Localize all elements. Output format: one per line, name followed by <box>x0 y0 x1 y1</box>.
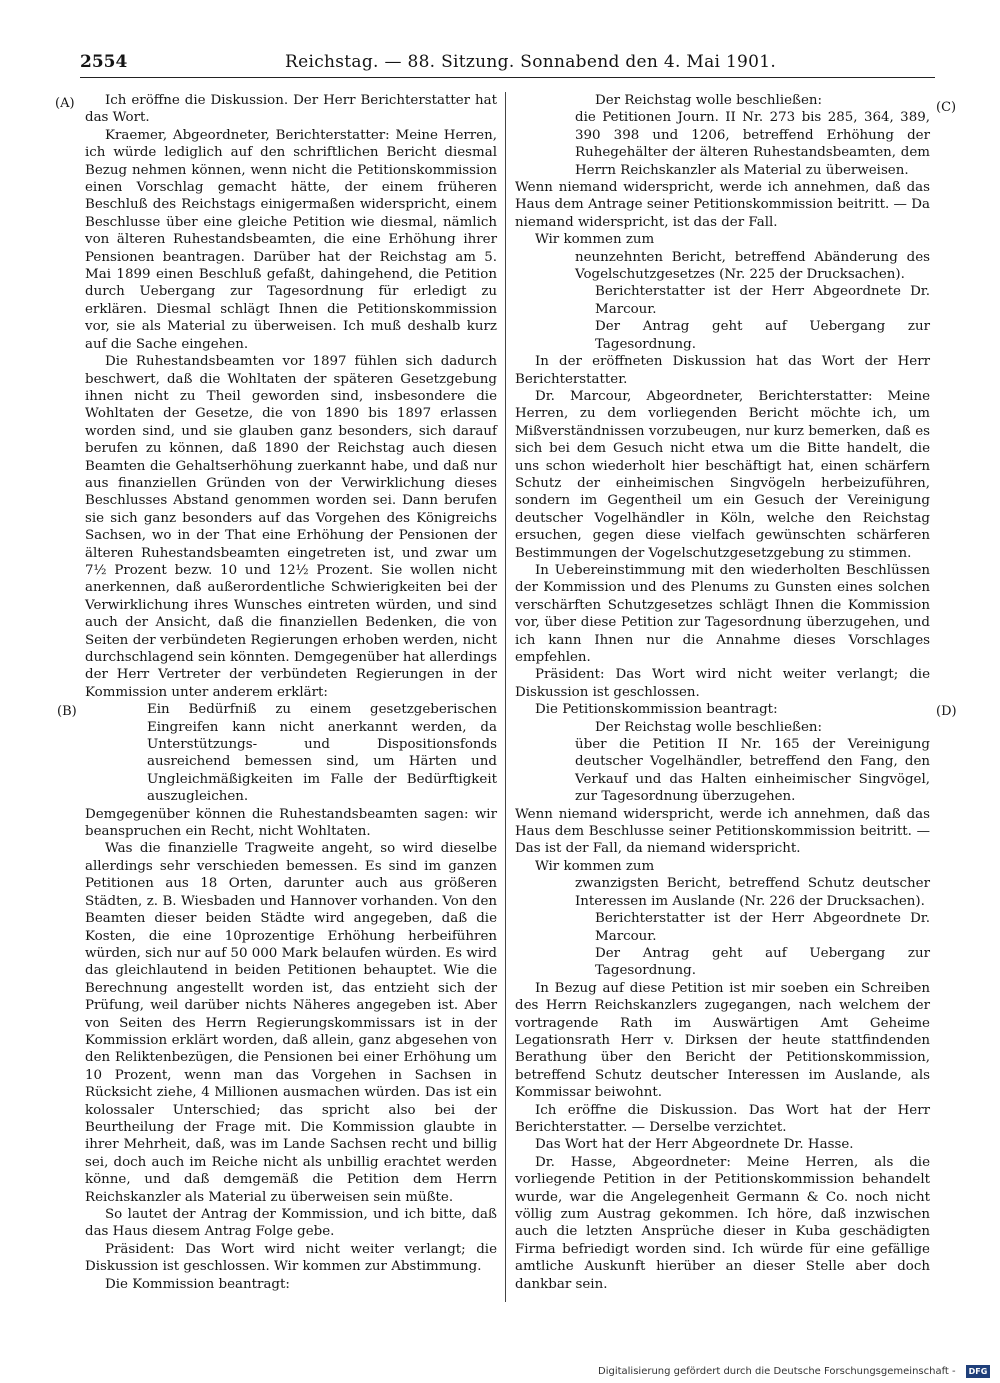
paragraph: In Uebereinstimmung mit den wiederholten Beschlüssen der Kommission und des Plenums zu Gunsten eines solchen verschärften Schutzgesetzes schlägt Ihnen die Kommission vor, über diese Petition zur Tagesordnung überzugehen, und ich kann Ihnen nur die Annahme dieses Vorschlages empfehlen. <box>515 562 930 665</box>
margin-mark-b: (B) <box>57 704 77 719</box>
digitization-credit: Digitalisierung gefördert durch die Deutsche Forschungsgemeinschaft - <box>598 1366 956 1377</box>
report-title: neunzehnten Bericht, betreffend Abänderung des Vogelschutzgesetzes (Nr. 225 der Drucksachen). <box>575 249 930 283</box>
margin-mark-a: (A) <box>55 96 75 111</box>
paragraph: Ich eröffne die Diskussion. Der Herr Berichterstatter hat das Wort. <box>85 93 497 126</box>
speech-marcour: Dr. Marcour, Abgeordneter, Berichterstatter: Meine Herren, zu dem vorliegenden Bericht möchte ich, um Mißverständnissen vorzubeugen, nur kurz bemerken, daß es sich bei dem Gesuch nicht etwa um die Bitte handelt, die uns schon wiederholt hier beschäftigt hat, einen schärfern Schutz der einheimischen Singvögeln herbeizuführen, sondern im Gegentheil um ein Gesuch der Vereinigung deutscher Vogelhändler in Köln, welche den Reichstag ersuchen, gegen diese vielfach gewünschten schärferen Bestimmungen der Vogelschutzgesetzgebung zu stimmen. <box>515 388 930 561</box>
running-title: Reichstag. — 88. Sitzung. Sonnabend den 4. Mai 1901. <box>285 52 777 72</box>
motion-heading: Der Reichstag wolle beschließen: <box>595 719 823 735</box>
header-rule <box>80 77 935 78</box>
president-remark: Präsident: Das Wort wird nicht weiter verlangt; die Diskussion ist geschlossen. Wir kommen zur Abstimmung. <box>85 1241 497 1275</box>
paragraph: Die Kommission beantragt: <box>105 1276 290 1292</box>
motion-line: Der Antrag geht auf Uebergang zur Tagesordnung. <box>595 945 930 979</box>
column-divider <box>505 92 506 1302</box>
paragraph: Ich eröffne die Diskussion. Das Wort hat der Herr Berichterstatter. — Derselbe verzichtet. <box>515 1102 930 1135</box>
paragraph: Wir kommen zum <box>535 232 655 248</box>
dfg-logo: DFG <box>966 1365 990 1378</box>
president-remark: Präsident: Das Wort wird nicht weiter verlangt; die Diskussion ist geschlossen. <box>515 667 930 700</box>
paragraph: Was die finanzielle Tragweite angeht, so wird dieselbe allerdings sehr verschieden bemessen. Es sind im ganzen Petitionen aus 18 Orten, darunter auch aus größeren Städten, z. B. Wiesbaden und Hannover vorhanden. Von den Beamten dieser beiden Städte wird angegeben, daß die Kosten, die eine 10prozentige Erhöhung herbeiführen würden, sich nur auf 50 000 Mark belaufen würden. Es wird das gleichlautend in beiden Petitionen behauptet. Wie die Berechnung angestellt worden ist, das entzieht sich der Prüfung, weil darüber nichts Näheres angegeben ist. Aber von Seiten des Herrn Regierungskommissars ist in der Kommission erklärt worden, daß allein, ganz abgesehen von den Reliktenbezügen, die Pensionen bei einer Erhöhung um 10 Prozent, wenn man das Vorgehen in Sachsen in Rücksicht ziehe, 4 Millionen ausmachen würden. Das ist ein kolossaler Unterschied; das spricht also bei der Beurtheilung der Frage mit. Die Kommission glaubte in ihrer Mehrheit, daß, was im Lande Sachsen recht und billig sei, doch auch im Reiche nicht als unbillig erachtet werden könne, und daß demgemäß die Petition dem Herrn Reichskanzler als Material zu überweisen sein müßte. <box>85 841 497 1205</box>
paragraph: Wenn niemand widerspricht, werde ich annehmen, daß das Haus dem Beschlusse seiner Petitionskommission beitritt. — Das ist der Fall, da niemand widerspricht. <box>515 806 930 857</box>
motion-heading: Der Reichstag wolle beschließen: <box>595 93 823 108</box>
page-header <box>80 50 935 74</box>
paragraph: In der eröffneten Diskussion hat das Wort der Herr Berichterstatter. <box>515 354 930 387</box>
speech-hasse: Dr. Hasse, Abgeordneter: Meine Herren, als die vorliegende Petition in der Petitionskommission behandelt wurde, war die Angelegenheit Germann & Co. noch nicht völlig zum Austrag gekommen. Ich höre, daß inzwischen auch die letzten Ansprüche dieser in Kuba geschädigten Firma befriedigt worden sind. Ich würde für eine gefällige amtliche Auskunft hierüber an dieser Stelle aber doch dankbar sein. <box>515 1154 930 1292</box>
motion-text: die Petitionen Journ. II Nr. 273 bis 285, 364, 389, 390 398 und 1206, betreffend Erhöhung der Ruhegehälter der älteren Ruhestandsbeamten, dem Herrn Reichskanzler als Material zu überweisen. <box>575 110 930 178</box>
rapporteur-line: Berichterstatter ist der Herr Abgeordnete Dr. Marcour. <box>595 911 930 944</box>
page-number: 2554 <box>80 52 128 72</box>
report-title: zwanzigsten Bericht, betreffend Schutz deutscher Interessen im Auslande (Nr. 226 der Drucksachen). <box>575 876 930 909</box>
paragraph: Die Ruhestandsbeamten vor 1897 fühlen sich dadurch beschwert, daß die Wohltaten der späteren Gesetzgebung ihnen nicht zu Theil geworden sind, insbesondere die Wohltaten der Gesetze, die von 1890 bis 1897 erlassen worden sind, und sie glauben ganz besonders, sich darauf berufen zu können, daß 1890 der Reichstag auch diesen Beamten die Gehaltserhöhung zuerkannt habe, und daß nur aus finanziellen Gründen von der Verwirklichung dieses Beschlusses Abstand genommen worden sei. Dann berufen sie sich ganz besonders auf das Vorgehen des Königreichs Sachsen, wo in der That eine Erhöhung der Pensionen der älteren Ruhestandsbeamten eingetreten ist, und zwar um 7½ Prozent bezw. 10 und 12½ Prozent. Sie wollen nicht anerkennen, daß außerordentliche Schwierigkeiten bei der Verwirklichung ihres Wunsches eintreten würden, und sind auch der Ansicht, daß die finanziellen Bedenken, die von Seiten der verbündeten Regierungen erhoben werden, nicht durchschlagend sein könnten. Demgegenüber hat allerdings der Herr Vertreter der verbündeten Regierungen in der Kommission unter anderem erklärt: <box>85 354 497 700</box>
paragraph: In Bezug auf diese Petition ist mir soeben ein Schreiben des Herrn Reichskanzlers zugegangen, nach welchem der vortragende Rath im Auswärtigen Amt Geheime Legationsrath Herr v. Dirksen der heute stattfindenden Berathung über den Bericht der Petitionskommission, betreffend Schutz deutscher Interessen im Auslande, als Kommissar beiwohnt. <box>515 980 930 1101</box>
speech-kraemer: Kraemer, Abgeordneter, Berichterstatter: Meine Herren, ich würde lediglich auf den schriftlichen Bericht diesmal Bezug nehmen können, wenn nicht die Petitionskommission einen Vorschlag gemacht hätte, der einem früheren Beschluß des Reichstags einigermaßen widerspricht, einem Beschlusse über eine gleiche Petition wie diesmal, nämlich von älteren Ruhestandsbeamten, die eine Erhöhung ihrer Pensionen beantragen. Darüber hat der Reichstag am 5. Mai 1899 einen Beschluß gefaßt, dahingehend, die Petition durch Uebergang zur Tagesordnung für erledigt zu erklären. Diesmal schlägt Ihnen die Petitionskommission vor, sie als Material zu überweisen. Ich muß deshalb kurz auf die Sache eingehen. <box>85 127 497 352</box>
motion-text: über die Petition II Nr. 165 der Vereinigung deutscher Vogelhändler, betreffend den Fang, den Verkauf und das Halten einheimischer Singvögel, zur Tagesordnung überzugehen. <box>575 737 930 805</box>
paragraph: Das Wort hat der Herr Abgeordnete Dr. Hasse. <box>535 1137 854 1153</box>
paragraph: Die Petitionskommission beantragt: <box>535 702 778 718</box>
margin-mark-d: (D) <box>936 704 957 719</box>
paragraph: Wenn niemand widerspricht, werde ich annehmen, daß das Haus dem Antrage seiner Petitionskommission beitritt. — Da niemand widerspricht, ist das der Fall. <box>515 180 930 230</box>
motion-line: Der Antrag geht auf Uebergang zur Tagesordnung. <box>595 319 930 352</box>
quotation: Ein Bedürfniß zu einem gesetzgeberischen Eingreifen kann nicht anerkannt werden, da Unterstützungs- und Dispositionsfonds ausreichend bemessen sind, um Härten und Ungleichmäßigkeiten im Falle der Bedürftigkeit auszugleichen. <box>147 702 497 805</box>
margin-mark-c: (C) <box>936 100 957 115</box>
rapporteur-line: Berichterstatter ist der Herr Abgeordnete Dr. Marcour. <box>595 284 930 317</box>
paragraph: Demgegenüber können die Ruhestandsbeamten sagen: wir beanspruchen ein Recht, nicht Wohltaten. <box>85 806 497 840</box>
right-column <box>515 92 930 1293</box>
paragraph: Wir kommen zum <box>535 858 655 874</box>
paragraph: So lautet der Antrag der Kommission, und ich bitte, daß das Haus diesem Antrag Folge gebe. <box>85 1207 497 1240</box>
left-column <box>85 92 497 1293</box>
